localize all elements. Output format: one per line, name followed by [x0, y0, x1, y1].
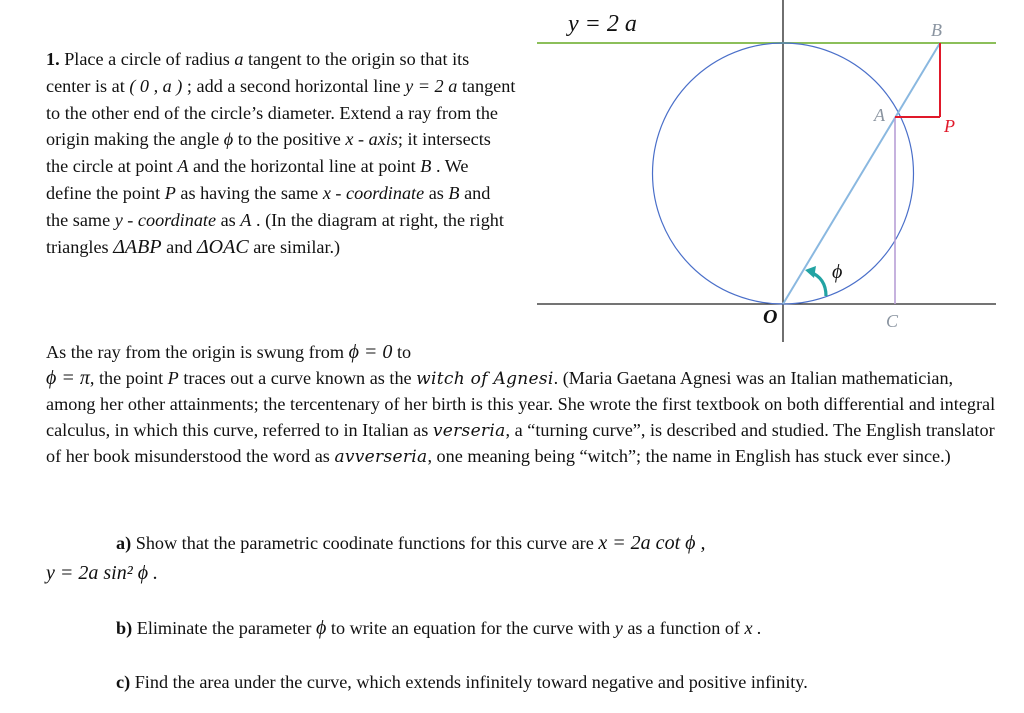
point-A-label: A	[874, 105, 885, 125]
phi-arrow-head	[805, 266, 816, 278]
math-triangle-OAC: ΔOAC	[196, 235, 249, 258]
part-a-y-line	[46, 562, 158, 585]
math-phi-pi: ϕ = π	[46, 366, 90, 389]
math-B: B	[448, 182, 460, 203]
part-a-text: Show that the parametric coodinate functions for this curve are	[135, 533, 594, 553]
part-a-x-equation: x = 2a cot ϕ ,	[598, 532, 706, 554]
math-triangle-ABP: ΔABP	[113, 235, 162, 258]
text: to	[396, 342, 412, 362]
part-b	[116, 617, 762, 640]
text: ; it intersects the circle at point	[46, 129, 491, 177]
text: tangent to the other end of the circle’s diameter. Extend a ray from the origin making the angle	[46, 75, 516, 150]
text: Eliminate the parameter	[136, 618, 312, 638]
text: ; add a second horizontal line	[186, 75, 401, 96]
avverseria-term: avverseria	[334, 447, 428, 467]
text: to write an equation for the curve with	[330, 618, 611, 638]
text: and	[166, 236, 193, 257]
problem-intro	[46, 46, 516, 260]
text: and the horizontal line at point	[192, 156, 416, 177]
origin-label: O	[763, 306, 778, 328]
math-phi: ϕ	[223, 129, 234, 150]
text: as	[220, 209, 236, 230]
part-c-label: c)	[116, 672, 131, 692]
part-a-y-equation: y = 2a sin² ϕ .	[46, 562, 159, 584]
part-b-label: b)	[116, 618, 133, 638]
text: are similar.)	[253, 236, 341, 257]
text: to the positive	[237, 129, 341, 150]
math-P: P	[164, 182, 176, 203]
problem-number: 1.	[46, 49, 60, 69]
verseria-term: verseria	[432, 420, 506, 441]
math-x: x .	[744, 618, 762, 638]
text: as having the same	[180, 182, 319, 203]
text: As the ray from the origin is swung from	[46, 342, 345, 362]
part-a-label: a)	[116, 533, 132, 553]
math-y-coordinate: y - coordinate	[114, 209, 217, 230]
text: traces out a curve known as the	[183, 367, 412, 388]
text: as a function of	[627, 618, 740, 638]
math-A: A	[177, 156, 189, 177]
text: . (Maria Gaetana Agnesi was an Italian mathematician, among her other attainments; the tercentenary of her birth is this year. She wrote the first textbook on both differential and integral calculus, in which this curve, referred to in Italian as	[46, 367, 996, 440]
math-P: P	[167, 367, 179, 388]
text: . (In the diagram at right, the right triangles	[46, 209, 504, 257]
text: Place a circle of radius	[64, 49, 230, 69]
math-phi-zero: ϕ = 0	[348, 341, 393, 363]
text: , the point	[89, 367, 164, 388]
text: and the same	[46, 182, 491, 230]
part-c-text: Find the area under the curve, which extends infinitely toward negative and positive infinity.	[134, 672, 808, 692]
math-x-coordinate: x - coordinate	[322, 182, 425, 203]
math-line: y = 2 a	[405, 75, 458, 96]
phi-label: ϕ	[832, 261, 843, 283]
top-line-label: y = 2 a	[568, 11, 637, 37]
witch-of-agnesi-term: witch of Agnesi	[416, 368, 554, 389]
witch-paragraph	[46, 340, 996, 471]
math-a: a	[234, 49, 244, 69]
math-x-axis: x - axis	[345, 129, 398, 150]
point-C-label: C	[886, 311, 899, 331]
part-c	[116, 672, 808, 693]
text: , a “turning curve”, is described and studied. The English translator of her book misunderstood the word as	[46, 419, 995, 466]
math-A: A	[240, 209, 252, 230]
math-y: y	[614, 618, 623, 638]
text: . We define the point	[46, 156, 469, 203]
math-phi: ϕ	[315, 617, 327, 639]
text: as	[428, 182, 444, 203]
math-B: B	[420, 156, 432, 177]
text: , one meaning being “witch”; the name in English has stuck ever since.)	[427, 446, 951, 466]
ray-from-origin	[783, 43, 940, 304]
text: tangent to the origin so that its center is at	[46, 49, 470, 96]
point-P-label: P	[944, 116, 955, 136]
point-B-label: B	[931, 20, 942, 40]
part-a	[116, 523, 976, 563]
math-center: ( 0 , a )	[129, 75, 183, 96]
